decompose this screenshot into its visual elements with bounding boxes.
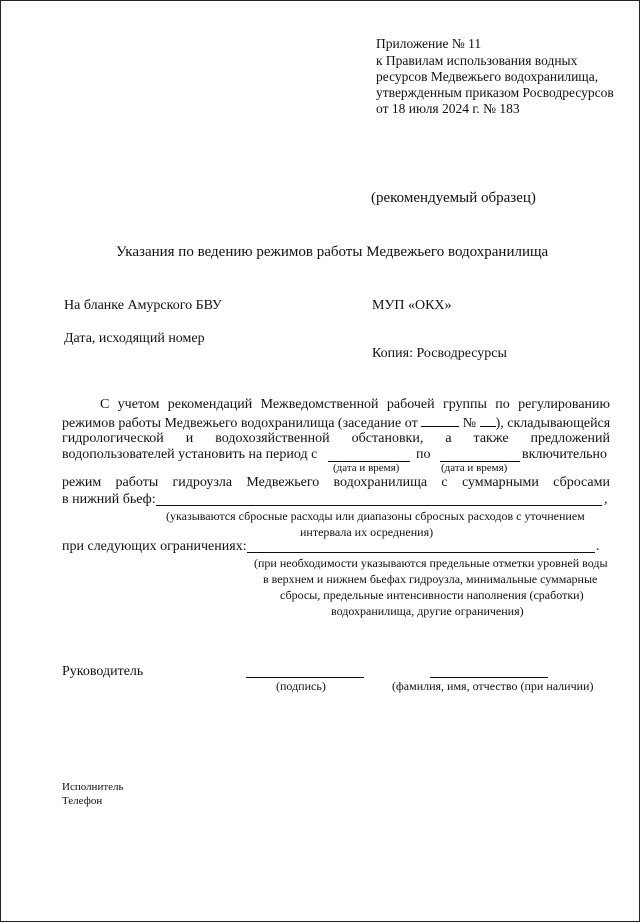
hint-limits-3: сбросы, предельные интенсивности наполнения (сработки) <box>280 588 584 602</box>
hint-date-from: (дата и время) <box>333 462 400 474</box>
body-line-2-start: режимов работы Медвежьего водохранилища (заседание от <box>62 416 418 431</box>
body-line-2-end: ), складывающейся <box>495 416 611 431</box>
meeting-number-blank[interactable] <box>480 414 496 427</box>
number-sign: № <box>462 416 477 431</box>
appendix-number: Приложение № 11 <box>376 36 482 51</box>
recipient: МУП «ОКХ» <box>372 298 452 313</box>
hint-discharge-1: (указываются сбросные расходы или диапазоны сбросных расходов с уточнением <box>166 509 585 523</box>
signature-hint: (подпись) <box>276 679 326 693</box>
body-line-7: при следующих ограничениях: <box>62 539 247 554</box>
body-line-4-by: по <box>416 447 431 462</box>
hint-limits-1: (при необходимости указываются предельные отметки уровней воды <box>254 556 608 570</box>
letterhead-note: На бланке Амурского БВУ <box>64 298 222 313</box>
hint-limits-2: в верхнем и нижнем бьефах гидроузла, минимальные суммарные <box>263 572 598 586</box>
appendix-line-5: от 18 июля 2024 г. № 183 <box>376 101 520 116</box>
date-number-label: Дата, исходящий номер <box>64 331 205 346</box>
hint-limits-4: водохранилища, другие ограничения) <box>331 604 524 618</box>
signature-blank[interactable] <box>246 677 364 678</box>
appendix-line-4: утвержденным приказом Росводресурсов <box>376 85 614 100</box>
document-title: Указания по ведению режимов работы Медвежьего водохранилища <box>116 244 549 260</box>
body-line-2 <box>62 414 610 432</box>
body-line-5: режим работы гидроузла Медвежьего водохранилища с суммарными сбросами <box>62 475 610 490</box>
body-line-4-start: водопользователей установить на период с <box>62 447 318 462</box>
appendix-line-2: к Правилам использования водных <box>376 53 578 68</box>
body-line-6-end: , <box>604 492 608 507</box>
meeting-date-blank[interactable] <box>421 414 459 427</box>
copy-recipient: Копия: Росводресурсы <box>372 346 507 361</box>
sample-note: (рекомендуемый образец) <box>371 190 536 206</box>
body-line-4-end: включительно <box>522 447 608 462</box>
appendix-line-3: ресурсов Медвежьего водохранилища, <box>376 69 599 84</box>
head-label: Руководитель <box>62 664 144 679</box>
body-line-1: С учетом рекомендаций Межведомственной рабочей группы по регулированию <box>100 397 610 412</box>
full-name-hint: (фамилия, имя, отчество (при наличии) <box>392 679 594 693</box>
executor-label: Исполнитель <box>62 781 124 793</box>
discharge-blank[interactable] <box>156 505 602 506</box>
body-line-6: в нижний бьеф: <box>62 492 156 507</box>
body-line-3: гидрологической и водохозяйственной обстановки, а также предложений <box>62 431 610 446</box>
limits-blank[interactable] <box>247 552 595 553</box>
phone-label: Телефон <box>62 795 103 807</box>
hint-discharge-2: интервала их осреднения) <box>300 525 434 539</box>
body-line-7-end: . <box>596 539 600 554</box>
hint-date-to: (дата и время) <box>441 462 508 474</box>
full-name-blank[interactable] <box>430 677 548 678</box>
